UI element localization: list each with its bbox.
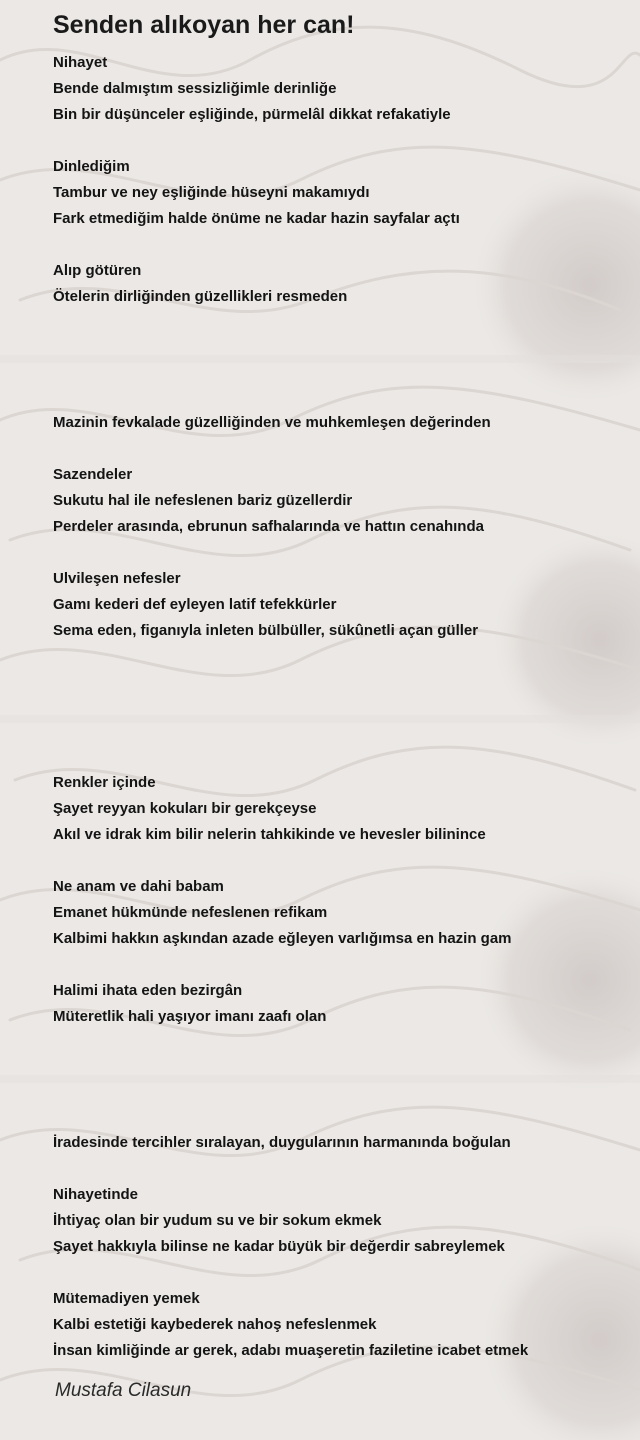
poem-line: Akıl ve idrak kim bilir nelerin tahkikinde ve hevesler bilinince bbox=[53, 826, 486, 843]
poem-line: Nihayetinde bbox=[53, 1186, 139, 1203]
poem-line: Şayet hakkıyla bilinse ne kadar büyük bir değerdir sabreylemek bbox=[53, 1238, 505, 1255]
poem-line: Bende dalmıştım sessizliğimle derinliğe bbox=[53, 80, 337, 97]
poem-line: Sazendeler bbox=[53, 466, 133, 483]
poem-line: Mazinin fevkalade güzelliğinden ve muhkemleşen değerinden bbox=[53, 414, 491, 431]
poem-title: Senden alıkoyan her can! bbox=[53, 11, 355, 39]
poem-line: İradesinde tercihler sıralayan, duygularının harmanında boğulan bbox=[53, 1134, 511, 1151]
poem-line: Kalbi estetiği kaybederek nahoş nefeslenmek bbox=[53, 1316, 377, 1333]
poem-line: Alıp götüren bbox=[53, 262, 142, 279]
poem-line: Ulvileşen nefesler bbox=[53, 570, 181, 587]
poem-line: Nihayet bbox=[53, 54, 108, 71]
poem-line: Sema eden, figanıyla inleten bülbüller, sükûnetli açan güller bbox=[53, 622, 479, 639]
poem-line: İhtiyaç olan bir yudum su ve bir sokum ekmek bbox=[53, 1212, 382, 1229]
poem-line: Gamı kederi def eyleyen latif tefekkürler bbox=[53, 596, 337, 613]
poem-line: Tambur ve ney eşliğinde hüseyni makamıydı bbox=[53, 184, 370, 201]
poem-line: Halimi ihata eden bezirgân bbox=[53, 982, 243, 999]
poem-line: Şayet reyyan kokuları bir gerekçeyse bbox=[53, 800, 317, 817]
poem-line: Perdeler arasında, ebrunun safhalarında ve hattın cenahında bbox=[53, 518, 484, 535]
poem-line: Emanet hükmünde nefeslenen refikam bbox=[53, 904, 328, 921]
poem-line: Renkler içinde bbox=[53, 774, 156, 791]
poem-line: Dinlediğim bbox=[53, 158, 130, 175]
poem-line: Mütemadiyen yemek bbox=[53, 1290, 200, 1307]
poem-line: İnsan kimliğinde ar gerek, adabı muaşeretin faziletine icabet etmek bbox=[53, 1342, 529, 1359]
poem-line: Ötelerin dirliğinden güzellikleri resmeden bbox=[53, 288, 348, 305]
poem-author: Mustafa Cilasun bbox=[55, 1380, 192, 1401]
poem-line: Kalbimi hakkın aşkından azade eğleyen varlığımsa en hazin gam bbox=[53, 930, 512, 947]
poem-line: Ne anam ve dahi babam bbox=[53, 878, 224, 895]
poem-line: Fark etmediğim halde önüme ne kadar hazin sayfalar açtı bbox=[53, 210, 460, 227]
poem-line: Sukutu hal ile nefeslenen bariz güzellerdir bbox=[53, 492, 353, 509]
poem-line: Bin bir düşünceler eşliğinde, pürmelâl dikkat refakatiyle bbox=[53, 106, 451, 123]
poem-line: Müteretlik hali yaşıyor imanı zaafı olan bbox=[53, 1008, 327, 1025]
